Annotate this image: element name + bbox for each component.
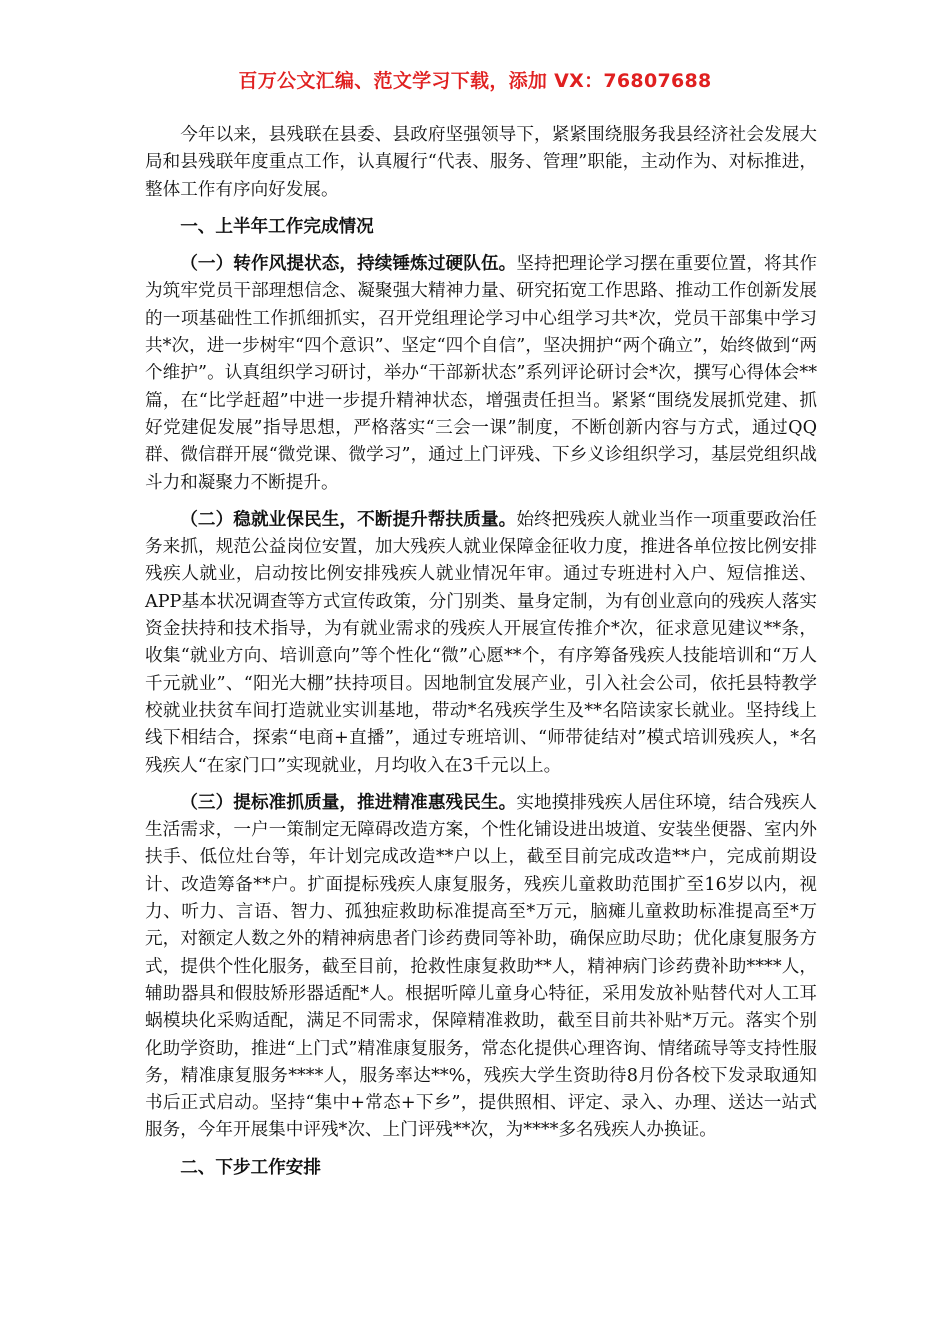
paragraph-item-3	[145, 790, 817, 1145]
item-2-lead: （二）稳就业保民生，不断提升帮扶质量。	[180, 509, 517, 530]
document-body	[145, 122, 817, 1192]
intro-paragraph: 今年以来，县残联在县委、县政府坚强领导下，紧紧围绕服务我县经济社会发展大局和县残联年度重点工作，认真履行“代表、服务、管理”职能，主动作为、对标推进，整体工作有序向好发展。	[145, 125, 817, 200]
section-heading-2: 二、下步工作安排	[180, 1157, 321, 1178]
item-3-lead: （三）提标准抓质量，推进精准惠残民生。	[180, 792, 517, 813]
item-1-body: 坚持把理论学习摆在重要位置，将其作为筑牢党员干部理想信念、凝聚强大精神力量、研究拓宽工作思路、推动工作创新发展的一项基础性工作抓细抓实，召开党组理论学习中心组学习共*次，党员干部集中学习共*次，进一步树牢“四个意识”、坚定“四个自信”，坚决拥护“两个确立”，始终做到“两个维护”。认真组织学习研讨，举办“干部新状态”系列评论研讨会*次，撰写心得体会**篇，在“比学赶超”中进一步提升精神状态，增强责任担当。紧紧“围绕发展抓党建、抓好党建促发展”指导思想，严格落实“三会一课”制度，不断创新内容与方式，通过QQ群、微信群开展“微党课、微学习”，通过上门评残、下乡义诊组织学习，基层党组织战斗力和凝聚力不断提升。	[145, 254, 817, 493]
section-heading-1: 一、上半年工作完成情况	[180, 216, 374, 237]
paragraph-item-2	[145, 507, 817, 780]
item-2-body: 始终把残疾人就业当作一项重要政治任务来抓，规范公益岗位安置，加大残疾人就业保障金征收力度，推进各单位按比例安排残疾人就业，启动按比例安排残疾人就业情况年审。通过专班进村入户、短信推送、APP基本状况调查等方式宣传政策，分门别类、量身定制，为有创业意向的残疾人落实资金扶持和技术指导，为有就业需求的残疾人开展宣传推介*次，征求意见建议**条，收集“就业方向、培训意向”等个性化“微”心愿**个，有序筹备残疾人技能培训和“万人千元就业”、“阳光大棚”扶持项目。因地制宜发展产业，引入社会公司，依托县特教学校就业扶贫车间打造就业实训基地，带动*名残疾学生及**名陪读家长就业。坚持线上线下相结合，探索“电商+直播”，通过专班培训、“师带徒结对”模式培训残疾人，*名残疾人“在家门口”实现就业，月均收入在3千元以上。	[145, 509, 817, 776]
header-watermark: 百万公文汇编、范文学习下载，添加 VX：76807688	[238, 70, 712, 92]
item-1-lead: （一）转作风提状态，持续锤炼过硬队伍。	[180, 254, 517, 275]
paragraph-item-1	[145, 251, 817, 497]
item-3-body: 实地摸排残疾人居住环境，结合残疾人生活需求，一户一策制定无障碍改造方案，个性化铺设进出坡道、安装坐便器、室内外扶手、低位灶台等，年计划完成改造**户以上，截至目前完成改造**户，完成前期设计、改造筹备**户。扩面提标残疾人康复服务，残疾儿童救助范围扩至16岁以内，视力、听力、言语、智力、孤独症救助标准提高至*万元，脑瘫儿童救助标准提高至*万元，对额定人数之外的精神病患者门诊药费同等补助，确保应助尽助；优化康复服务方式，提供个性化服务，截至目前，抢救性康复救助**人，精神病门诊药费补助****人，辅助器具和假肢矫形器适配*人。根据听障儿童身心特征，采用发放补贴替代对人工耳蜗模块化采购适配，满足不同需求，保障精准救助，截至目前共补贴*万元。落实个别化助学资助，推进“上门式”精准康复服务，常态化提供心理咨询、情绪疏导等支持性服务，精准康复服务****人，服务率达**%，残疾大学生资助待8月份各校下发录取通知书后正式启动。坚持“集中+常态+下乡”，提供照相、评定、录入、办理、送达一站式服务，今年开展集中评残*次、上门评残**次，为****多名残疾人办换证。	[145, 792, 817, 1141]
